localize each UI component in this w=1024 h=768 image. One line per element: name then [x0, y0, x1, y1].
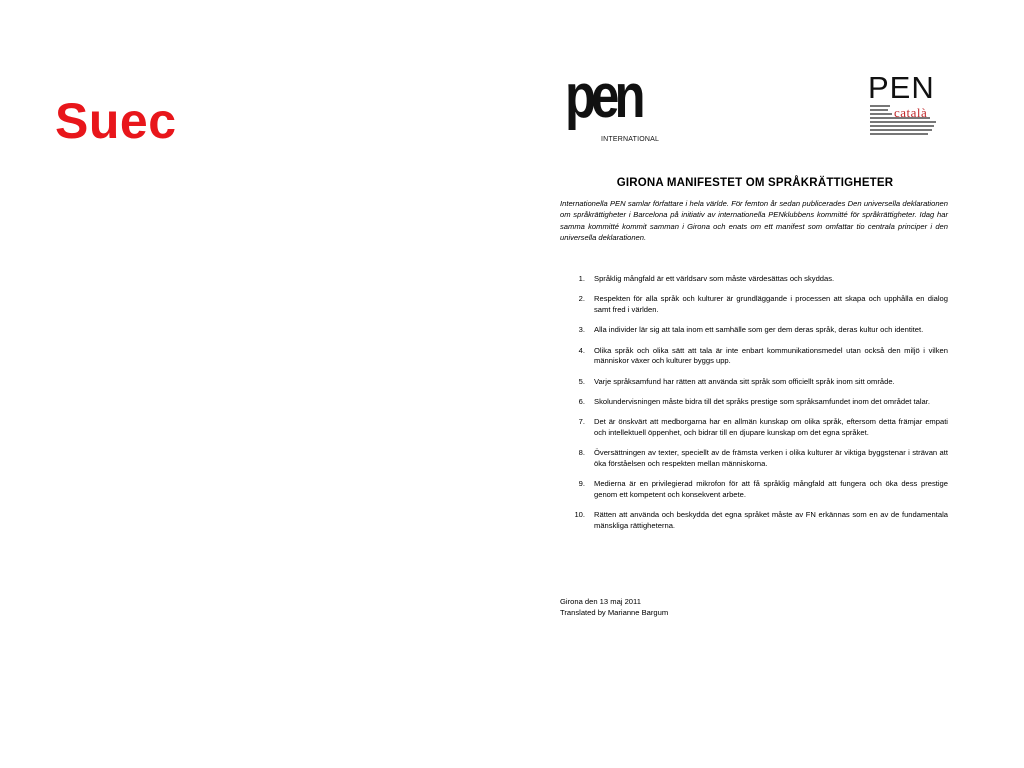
principle-item: [560, 479, 948, 500]
principle-item: [560, 346, 948, 367]
signature-place-date: Girona den 13 maj 2011: [560, 597, 641, 606]
principle-text: Skolundervisningen måste bidra till det språks prestige som språksamfundet inom det området talar.: [594, 396, 930, 406]
principle-text: Språklig mångfald är ett världsarv som måste värdesättas och skyddas.: [594, 274, 835, 283]
principle-text: Översättningen av texter, speciellt av de främsta verken i olika kulturer är viktiga byggstenar i strävan att öka förståelsen och respekten mellan människorna.: [594, 448, 948, 468]
principle-text: Medierna är en privilegierad mikrofon för att få språklig mångfald att fungera och öka dess prestige genom ett kompetent och konsekvent arbete.: [594, 479, 948, 499]
principle-item: [560, 274, 948, 285]
slide-title: Suec: [55, 93, 177, 149]
principle-item: [560, 510, 948, 531]
principle-number: 2.: [578, 294, 585, 304]
principle-item: [560, 377, 948, 388]
principle-text: Alla individer lär sig att tala inom ett samhälle som ger dem deras språk, deras kultur och identitet.: [594, 325, 924, 335]
principle-item: [560, 325, 948, 336]
principle-number: 5.: [578, 376, 585, 386]
principle-text: Varje språksamfund har rätten att använda sitt språk som officiellt språk inom sitt område.: [594, 376, 895, 386]
pen-catala-logo: [868, 72, 948, 142]
signature-translator: Translated by Marianne Bargum: [560, 608, 669, 617]
pen-catala-logo-sub: català: [894, 105, 928, 120]
principle-number: 1.: [578, 274, 585, 283]
principle-number: 7.: [578, 417, 585, 427]
principle-text: Respekten för alla språk och kulturer är grundläggande i processen att skapa och upphålla en dialog samt fred i världen.: [594, 294, 948, 314]
principle-item: [560, 397, 948, 408]
principle-item: [560, 417, 948, 438]
principle-text: Olika språk och olika sätt att tala är inte enbart kommunikationsmedel utan också den miljö i vilken människor växer och kulturer byggs upp.: [594, 345, 948, 366]
principle-item: [560, 294, 948, 315]
principle-number: 10.: [574, 510, 585, 520]
pen-international-logo-mark: pen: [565, 62, 641, 131]
pen-international-logo: [565, 62, 660, 143]
principle-number: 3.: [578, 325, 585, 335]
principle-number: 8.: [578, 448, 585, 458]
principle-item: [560, 448, 948, 469]
pen-catala-logo-mark: PEN: [868, 70, 935, 105]
pen-international-logo-sub: INTERNATIONAL: [601, 136, 660, 143]
principle-text: Rätten att använda och beskydda det egna språket måste av FN erkännas som en av de fundamentala mänskliga rättigheterna.: [594, 510, 948, 530]
document-intro: Internationella PEN samlar författare i hela världe. För femton år sedan publicerades Den universella deklarationen om språkrättigheter i Barcelona på initiativ av internationella PENklubbens kommitté för språkrättigheter. Idag har samma kommitté kommit samman i Girona och enats om ett manifest som omfattar tio centrala principer i den universella deklarationen.: [560, 199, 948, 242]
document-signature: [560, 596, 948, 618]
principle-number: 4.: [578, 345, 585, 355]
principle-text: Det är önskvärt att medborgarna har en allmän kunskap om olika språk, eftersom detta främjar empati och intellektuell öppenhet, och bidrar till en djupare kunskap om det egna språket.: [594, 417, 948, 437]
document-title: GIRONA MANIFESTET OM SPRÅKRÄTTIGHETER: [616, 177, 894, 189]
manifesto-document: [555, 60, 955, 650]
principle-number: 9.: [578, 479, 585, 489]
principles-list: [560, 274, 948, 541]
principle-number: 6.: [578, 396, 585, 406]
